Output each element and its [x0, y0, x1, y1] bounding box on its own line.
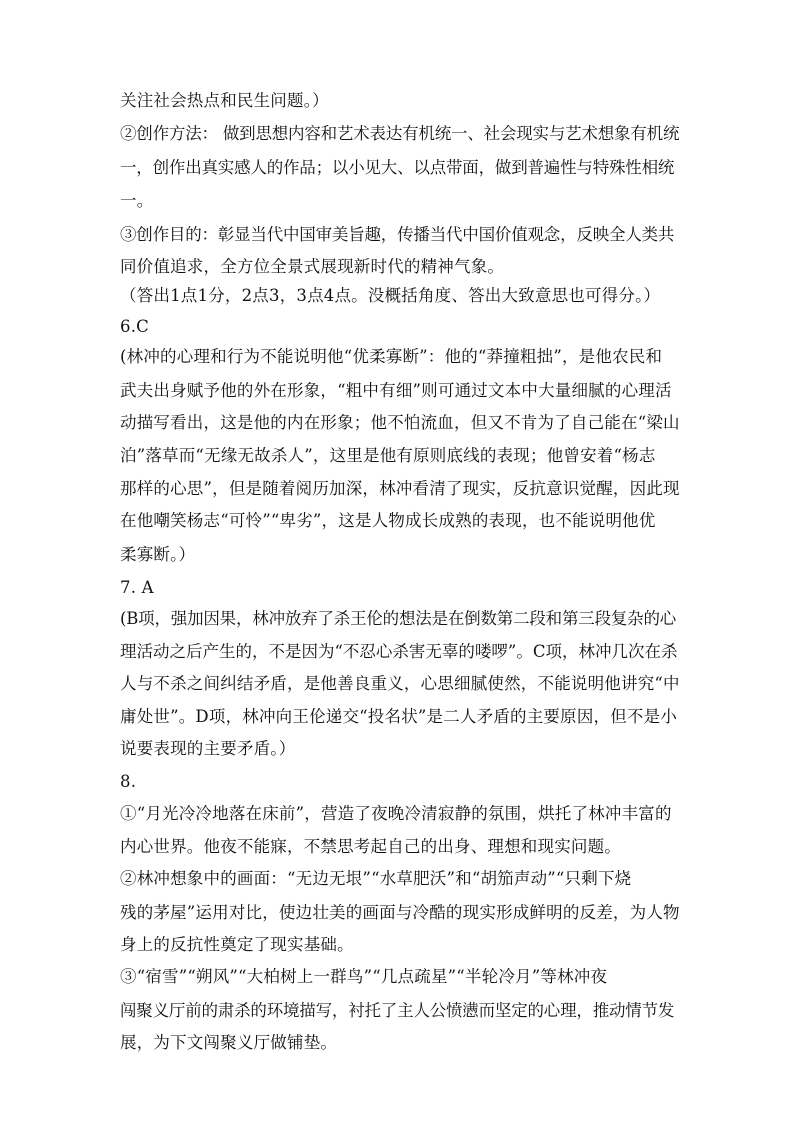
text-line: 闯聚义厅前的肃杀的环境描写，衬托了主人公愤懑而坚定的心理，推动情节发 — [120, 1001, 675, 1020]
text-line: 关注社会热点和民生问题。） — [120, 91, 329, 110]
text-line: 那样的心思”，但是随着阅历加深，林冲看清了现实，反抗意识觉醒，因此现 — [120, 479, 680, 498]
text-line: ①“月光冷冷地落在床前”，营造了夜晚冷清寂静的氛围，烘托了林冲丰富的 — [120, 804, 672, 823]
text-line: 泊”落草而“无缘无故杀人”，这里是他有原则底线的表现；他曾安着“杨志 — [120, 446, 656, 465]
text-line: 残的茅屋”运用对比，使边壮美的画面与冷酷的现实形成鲜明的反差，为人物 — [120, 903, 680, 922]
question-number: 7. A — [120, 578, 154, 597]
text-line: ②林冲想象中的画面：“无边无垠”“水草肥沃”和“胡笳声动”“只剩下烧 — [120, 869, 632, 888]
text-line: ③“宿雪”“朔风”“大柏树上一群鸟”“几点疏星”“半轮冷月”等林冲夜 — [120, 967, 608, 986]
text-line: ③创作目的：彰显当代中国审美旨趣，传播当代中国价值观念，反映全人类共 — [120, 225, 675, 244]
question-number: 8. — [120, 772, 137, 791]
text-line: 柔寡断。） — [120, 545, 196, 564]
text-line: ②创作方法： 做到思想内容和艺术表达有机统一、社会现实与艺术想象有机统 — [120, 124, 680, 143]
text-line: 庸处世”。D项，林冲向王伦递交“投名状”是二人矛盾的主要原因，但不是小 — [120, 707, 678, 726]
text-line: 内心世界。他夜不能寐，不禁思考起自己的出身、理想和现实问题。 — [120, 837, 621, 856]
text-line: 身上的反抗性奠定了现实基础。 — [120, 935, 354, 954]
text-line: 同价值追求，全方位全景式展现新时代的精神气象。 — [120, 257, 505, 276]
text-line: 展，为下文闯聚义厅做铺垫。 — [120, 1033, 338, 1052]
text-line: 一。 — [120, 191, 154, 210]
text-line: 在他嘲笑杨志“可怜”“卑劣”，这是人物成长成熟的表现，也不能说明他优 — [120, 511, 656, 530]
text-line: 武夫出身赋予他的外在形象，“粗中有细”则可通过文本中大量细腻的心理活 — [120, 381, 672, 400]
text-line: （答出1点1分，2点3，3点4点。没概括角度、答出大致意思也可得分。） — [120, 286, 661, 305]
text-line: (林冲的心理和行为不能说明他“优柔寡断”：他的“莽撞粗拙”，是他农民和 — [120, 347, 663, 366]
text-line: 说要表现的主要矛盾。） — [120, 739, 296, 758]
text-line: 一，创作出真实感人的作品；以小见大、以点带面，做到普遍性与特殊性相统 — [120, 158, 675, 177]
text-line: (B项，强加因果，林冲放弃了杀王伦的想法是在倒数第二段和第三段复杂的心 — [120, 609, 677, 628]
question-number: 6.C — [120, 317, 149, 336]
text-line: 动描写看出，这是他的内在形象；他不怕流血，但又不肯为了自己能在“梁山 — [120, 413, 680, 432]
text-line: 理活动之后产生的，不是因为“不忍心杀害无辜的喽啰”。C项，林冲几次在杀 — [120, 642, 678, 661]
text-line: 人与不杀之间纠结矛盾，是他善良重义，心思细腻使然，不能说明他讲究“中 — [120, 674, 680, 693]
